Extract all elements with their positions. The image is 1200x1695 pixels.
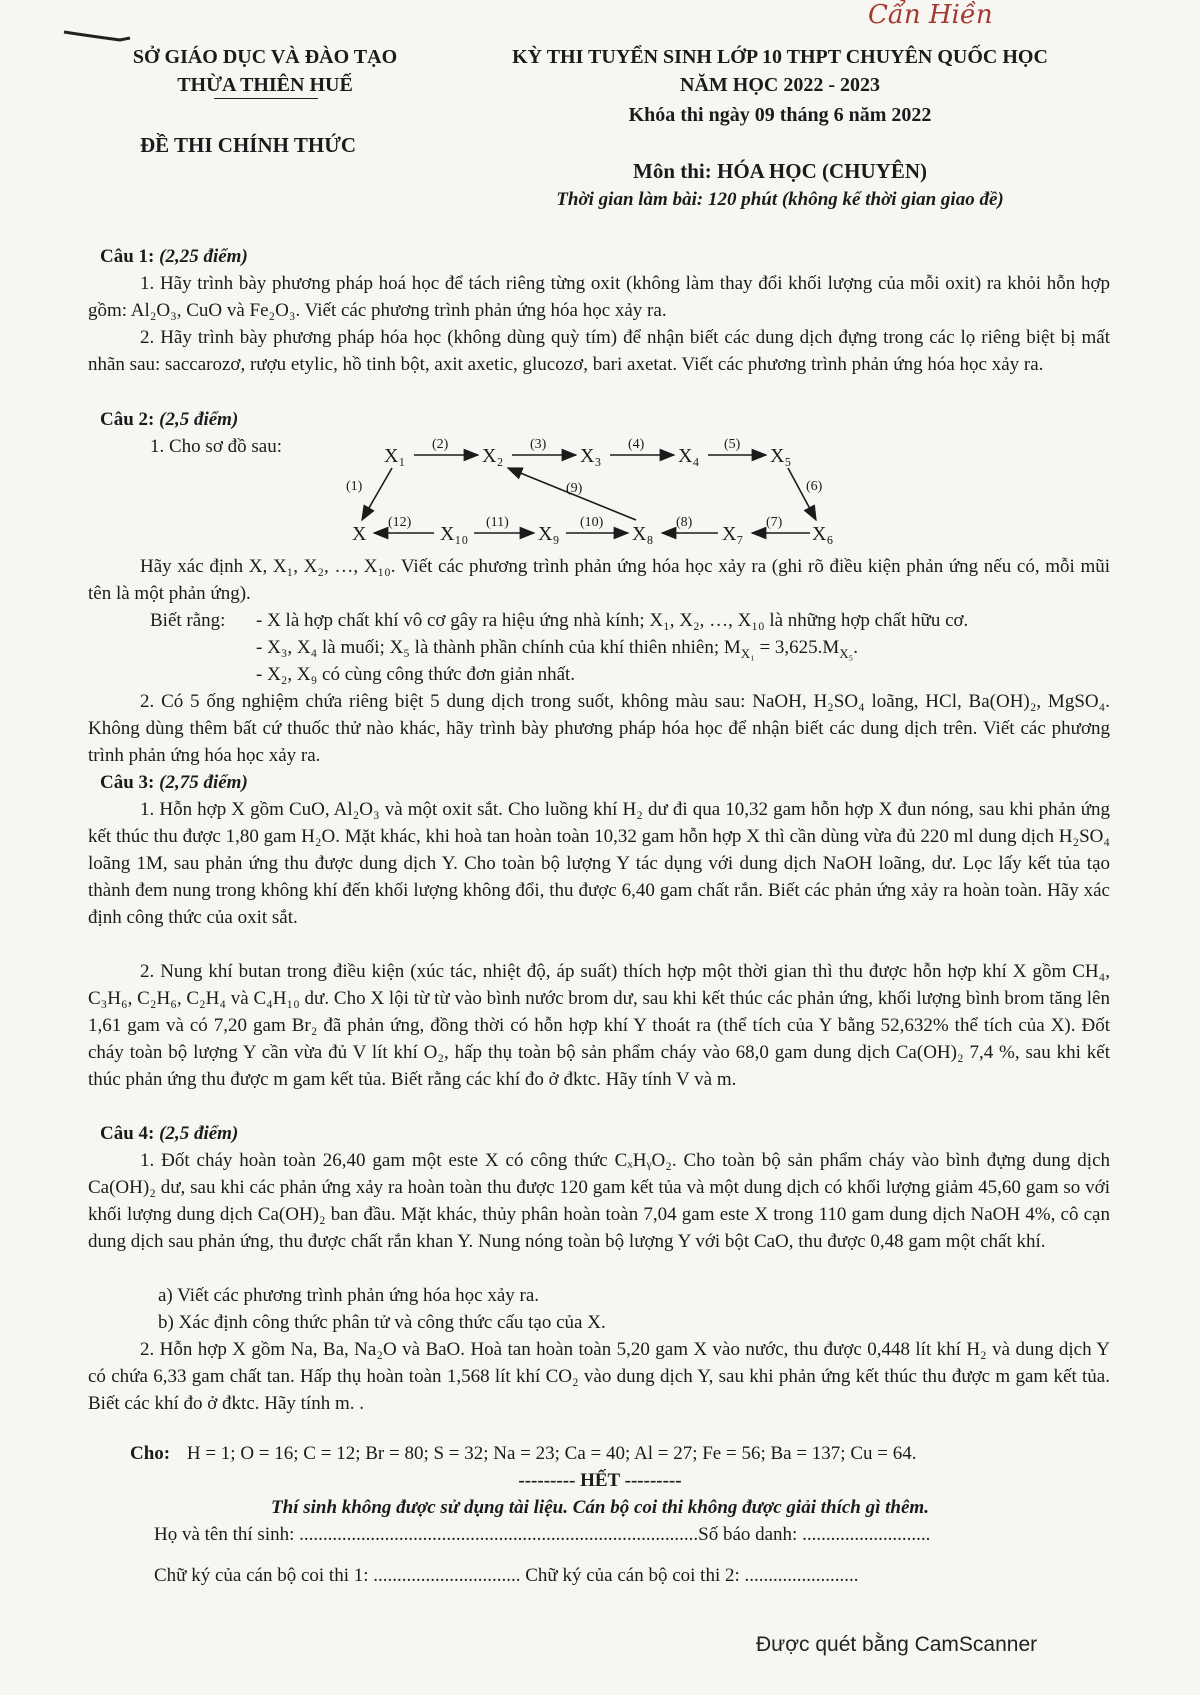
node-x3: X₃ <box>580 445 602 467</box>
arrow-6 <box>788 468 816 520</box>
node-x4: X₄ <box>678 445 700 467</box>
node-x8: X₈ <box>632 523 654 545</box>
q2-points: (2,5 điểm) <box>159 409 239 430</box>
school-year: NĂM HỌC 2022 - 2023 <box>680 74 880 96</box>
label-3: (3) <box>530 437 547 452</box>
handwritten-note: Cẩn Hiền <box>868 0 993 30</box>
given-2-sub1: X₁ <box>740 645 755 661</box>
label-7: (7) <box>766 515 783 530</box>
q1-part2: 2. Hãy trình bày phương pháp hóa học (không dùng quỳ tím) để nhận biết các dung dịch đựng trong các lọ riêng biệt bị mất nhãn sau: saccarozơ, rượu etylic, hồ tinh bột, axit axetic, glucozơ, bari axetat. Viết các phương trình phản ứng hóa học xảy ra. <box>88 327 1110 375</box>
q2-title: Câu 2: <box>100 409 155 430</box>
q4-points: (2,5 điểm) <box>159 1123 239 1144</box>
subject: Môn thi: HÓA HỌC (CHUYÊN) <box>633 159 927 183</box>
label-2: (2) <box>432 437 449 452</box>
label-11: (11) <box>486 515 509 530</box>
q3-points: (2,75 điểm) <box>159 772 248 793</box>
node-x10: X₁₀ <box>440 523 469 545</box>
candidate-info-line: Họ và tên thí sinh: ....................................................................................Số báo danh: ........................... <box>154 1524 931 1545</box>
q1-title: Câu 1: <box>100 246 155 267</box>
dept-name: SỞ GIÁO DỤC VÀ ĐÀO TẠO <box>132 46 398 68</box>
node-x7: X₇ <box>722 523 744 545</box>
label-6: (6) <box>806 479 823 494</box>
province-name: THỪA THIÊN HUẾ <box>177 74 353 96</box>
given-2-sub2: X₅ <box>839 645 854 661</box>
q3-heading <box>100 769 248 796</box>
q4-part1-b: b) Xác định công thức phân tử và công thức cấu tạo của X. <box>158 1312 606 1333</box>
exam-note: Thí sinh không được sử dụng tài liệu. Cán bộ coi thi không được giải thích gì thêm. <box>271 1497 929 1518</box>
label-12: (12) <box>388 515 412 530</box>
q1-part1: 1. Hãy trình bày phương pháp hoá học để tách riêng từng oxit (không làm thay đổi khối lượng của mỗi oxit) ra khỏi hỗn hợp gồm: Al₂O₃, CuO và Fe₂O₃. Viết các phương trình phản ứng hóa học xảy ra. <box>88 273 1110 321</box>
given-2-end: . <box>853 637 858 658</box>
label-1: (1) <box>346 479 363 494</box>
label-8: (8) <box>676 515 693 530</box>
q1-heading <box>100 243 248 270</box>
given-3: - X₂, X₉ có cùng công thức đơn giản nhất. <box>256 664 576 685</box>
node-x: X <box>352 523 367 545</box>
label-9: (9) <box>566 481 583 496</box>
label-4: (4) <box>628 437 645 452</box>
node-x2: X₂ <box>482 445 504 467</box>
q4-part1: 1. Đốt cháy hoàn toàn 26,40 gam một este X có công thức CₓHᵧO₂. Cho toàn bộ sản phẩm cháy vào bình đựng dung dịch Ca(OH)₂ dư, sau khi các phản ứng xảy ra hoàn toàn thu được 120 gam kết tủa và một dung dịch có khối lượng giảm 45,60 gam so với khối lượng dung dịch Ca(OH)₂ ban đầu. Mặt khác, thủy phân hoàn toàn 7,04 gam este X trong 110 gam dung dịch NaOH 4%, cô cạn dung dịch sau phản ứng, thu được chất rắn khan Y. Nung nóng toàn bộ lượng Y với bột CaO, thu được 0,48 gam một chất khí. <box>88 1150 1110 1252</box>
scanner-watermark: Được quét bằng CamScanner <box>756 1633 1038 1656</box>
exam-name: KỲ THI TUYỂN SINH LỚP 10 THPT CHUYÊN QUỐC HỌC <box>512 46 1048 68</box>
official-label: ĐỀ THI CHÍNH THỨC <box>140 133 357 157</box>
q2-intro: 1. Cho sơ đồ sau: <box>150 436 282 457</box>
proctor-signature-line: Chữ ký của cán bộ coi thi 1: ............................... Chữ ký của cán bộ coi thi 2: ........................ <box>154 1565 859 1586</box>
q3-title: Câu 3: <box>100 772 155 793</box>
q4-part1-a: a) Viết các phương trình phản ứng hóa học xảy ra. <box>158 1285 540 1306</box>
reaction-scheme-diagram <box>340 432 860 550</box>
q4-title: Câu 4: <box>100 1123 155 1144</box>
q2-task: Hãy xác định X, X₁, X₂, …, X₁₀. Viết các phương trình phản ứng hóa học xảy ra (ghi rõ điều kiện phản ứng nếu có, mỗi mũi tên là một phản ứng). <box>88 556 1110 604</box>
q3-part2: 2. Nung khí butan trong điều kiện (xúc tác, nhiệt độ, áp suất) thích hợp một thời gian thì thu được hỗn hợp khí X gồm CH₄, C₃H₆, C₂H₆, C₂H₄ và C₄H₁₀ dư. Cho X lội từ từ vào bình nước brom dư, sau khi kết thúc các phản ứng, khối lượng bình brom tăng lên 1,61 gam và có 7,20 gam Br₂ đã phản ứng, đồng thời có hỗn hợp khí Y thoát ra (thể tích của Y bằng 52,632% thể tích của X). Đốt cháy toàn bộ lượng Y cần vừa đủ V lít khí O₂, hấp thụ toàn bộ sản phẩm cháy vào 68,0 gam dung dịch Ca(OH)₂ 7,4 %, sau khi kết thúc phản ứng thu được m gam kết tủa. Biết rằng các khí đo ở đktc. Hãy tính V và m. <box>88 961 1110 1090</box>
given-label: Biết rằng: <box>150 610 226 631</box>
exam-date: Khóa thi ngày 09 tháng 6 năm 2022 <box>628 104 932 126</box>
node-x9: X₉ <box>538 523 560 545</box>
given-2-mid: = 3,625.M <box>754 637 840 658</box>
label-10: (10) <box>580 515 604 530</box>
q4-part2: 2. Hỗn hợp X gồm Na, Ba, Na₂O và BaO. Hoà tan hoàn toàn 5,20 gam X vào nước, thu được 0,448 lít khí H₂ và dung dịch Y có chứa 6,33 gam chất tan. Hấp thụ hoàn toàn 1,568 lít khí CO₂ vào dung dịch Y, sau khi phản ứng kết thúc thu được m gam kết tủa. Biết các khí đo ở đktc. Hãy tính m. . <box>88 1339 1110 1414</box>
node-x1: X₁ <box>384 445 406 467</box>
end-marker: --------- HẾT --------- <box>518 1470 682 1491</box>
arrow-1 <box>362 468 392 520</box>
time-limit: Thời gian làm bài: 120 phút (không kể thời gian giao đề) <box>556 189 1004 210</box>
given-2-text: - X₃, X₄ là muối; X₅ là thành phần chính của khí thiên nhiên; M <box>256 637 741 658</box>
label-5: (5) <box>724 437 741 452</box>
q3-part1: 1. Hỗn hợp X gồm CuO, Al₂O₃ và một oxit sắt. Cho luồng khí H₂ dư đi qua 10,32 gam hỗn hợp X đun nóng, sau khi phản ứng kết thúc thu được 1,80 gam H₂O. Mặt khác, khi hoà tan hoàn toàn 10,32 gam hỗn hợp X thì cần dùng vừa đủ 220 ml dung dịch H₂SO₄ loãng 1M, sau phản ứng thu được dung dịch Y. Cho toàn bộ lượng Y tác dụng với dung dịch NaOH loãng, dư. Lọc lấy kết tủa tạo thành đem nung trong không khí đến khối lượng không đổi, thu được 6,40 gam chất rắn. Biết các phản ứng xảy ra hoàn toàn. Hãy xác định công thức của oxit sắt. <box>88 799 1110 928</box>
given-1: - X là hợp chất khí vô cơ gây ra hiệu ứng nhà kính; X₁, X₂, …, X₁₀ là những hợp chất hữu cơ. <box>256 610 969 631</box>
atomic-masses-label: Cho: <box>130 1443 171 1464</box>
atomic-masses-values: H = 1; O = 16; C = 12; Br = 80; S = 32; Na = 23; Ca = 40; Al = 27; Fe = 56; Ba = 137; Cu = 64. <box>186 1443 917 1464</box>
node-x5: X₅ <box>770 445 792 467</box>
q4-heading <box>100 1120 238 1147</box>
q2-heading <box>100 406 238 433</box>
header-underline <box>214 98 318 99</box>
node-x6: X₆ <box>812 523 834 545</box>
atomic-masses <box>130 1440 916 1467</box>
q1-points: (2,25 điểm) <box>159 246 248 267</box>
q2-part2: 2. Có 5 ống nghiệm chứa riêng biệt 5 dung dịch trong suốt, không màu sau: NaOH, H₂SO₄ loãng, HCl, Ba(OH)₂, MgSO₄. Không dùng thêm bất cứ thuốc thử nào khác, hãy trình bày phương pháp hóa học để nhận biết các dung dịch trên. Viết các phương trình phản ứng hóa học xảy ra. <box>88 691 1110 766</box>
